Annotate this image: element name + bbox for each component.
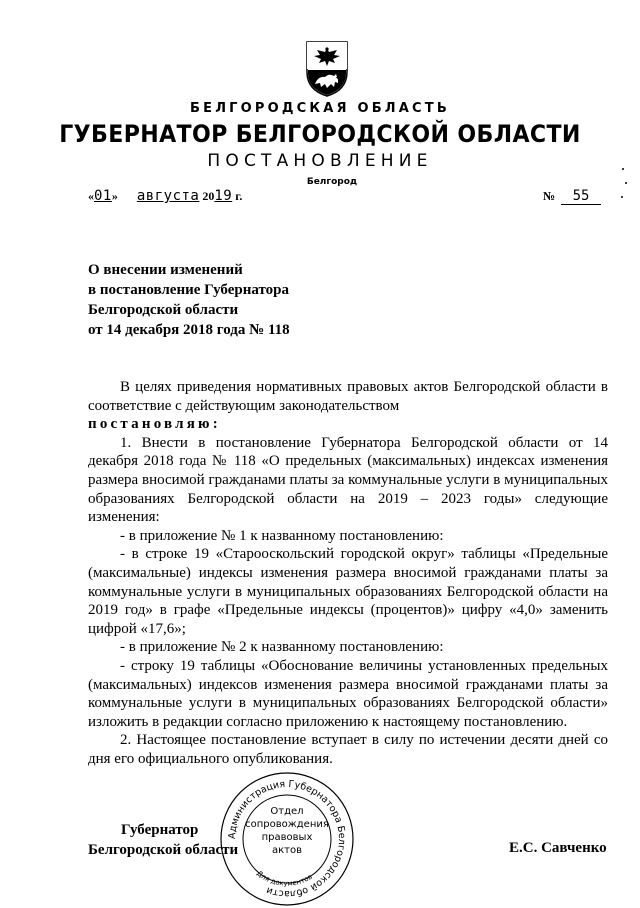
signatory-name: Е.С. Савченко (509, 840, 607, 856)
row-19-change-paragraph: - в строке 19 «Старооскольский городской округ» таблицы «Предельные (максимальные) индексы изменения размера вносимой гражданами платы за коммунальные услуги в муниципальных образованиях Белгородской области на 2019 год» в графе «Предельные индексы (процентов)» цифру «4,0» заменить цифрой «17,6»; (88, 546, 608, 637)
date-year-suffix: 19 (214, 188, 233, 204)
scan-speck (625, 182, 627, 184)
document-number: 55 (561, 188, 601, 205)
coat-of-arms-emblem (303, 40, 351, 98)
stamp-center-line: правовых (261, 832, 313, 843)
date-year-abbr: г. (235, 189, 243, 203)
stamp-ring-text: Администрация Губернатора Белгородской области (226, 778, 348, 900)
date-month: августа (136, 188, 200, 204)
region-heading: БЕЛГОРОДСКАЯ ОБЛАСТЬ (190, 101, 450, 116)
date-year-prefix: 20 (202, 189, 215, 203)
subject-line: Белгородской области (88, 302, 239, 318)
date-line (88, 188, 242, 204)
document-body (88, 378, 608, 768)
document-type-heading: ПОСТАНОВЛЕНИЕ (207, 151, 433, 171)
official-stamp (218, 770, 356, 908)
item-2-paragraph: 2. Настоящее постановление вступает в силу по истечении десяти дней со дня его официального опубликования. (88, 732, 608, 767)
stamp-center-line: актов (271, 845, 303, 856)
subject-block (88, 260, 290, 340)
row-19-replace-paragraph: - строку 19 таблицы «Обоснование величины установленных предельных (максимальных) индексов изменения размера вносимой гражданами платы за коммунальные услуги в муниципальных образованиях Белгородской области» изложить в редакции согласно приложению к настоящему постановлению. (88, 657, 608, 730)
stamp-center-line: сопровождения (245, 819, 329, 830)
scan-speck (621, 196, 623, 198)
signatory-position (88, 820, 238, 860)
stamp-center-line: Отдел (270, 806, 304, 817)
date-close-quote: » (111, 189, 118, 203)
number-label: № (543, 189, 556, 203)
subject-line: от 14 декабря 2018 года № 118 (88, 322, 290, 338)
scan-speck (622, 168, 624, 170)
item-1-paragraph: 1. Внести в постановление Губернатора Белгородской области от 14 декабря 2018 года № 118 «О предельных (максимальных) индексах изменения размера вносимой гражданами платы за коммунальные услуги в муниципальных образованиях Белгородской области на 2019 – 2023 годы» следующие изменения: (88, 434, 608, 526)
subject-line: в постановление Губернатора (88, 282, 289, 298)
annex-2-paragraph: - в приложение № 2 к названному постановлению: (120, 639, 444, 656)
annex-1-paragraph: - в приложение № 1 к названному постановлению: (120, 527, 444, 544)
signatory-position-line: Белгородской области (88, 842, 239, 858)
city-label: Белгород (306, 177, 358, 187)
date-open-quote: « (88, 189, 94, 203)
stamp-bottom-text: Для документов (255, 869, 314, 888)
date-day: 01 (94, 188, 112, 204)
number-line (543, 188, 601, 205)
governor-heading: ГУБЕРНАТОР БЕЛГОРОДСКОЙ ОБЛАСТИ (59, 120, 581, 148)
preamble-paragraph: В целях приведения нормативных правовых актов Белгородской области в соответствие с действующим законодательством (88, 379, 608, 414)
subject-line: О внесении изменений (88, 262, 243, 278)
signatory-position-line: Губернатор (121, 822, 199, 838)
resolve-word: постановляю: (88, 416, 221, 433)
